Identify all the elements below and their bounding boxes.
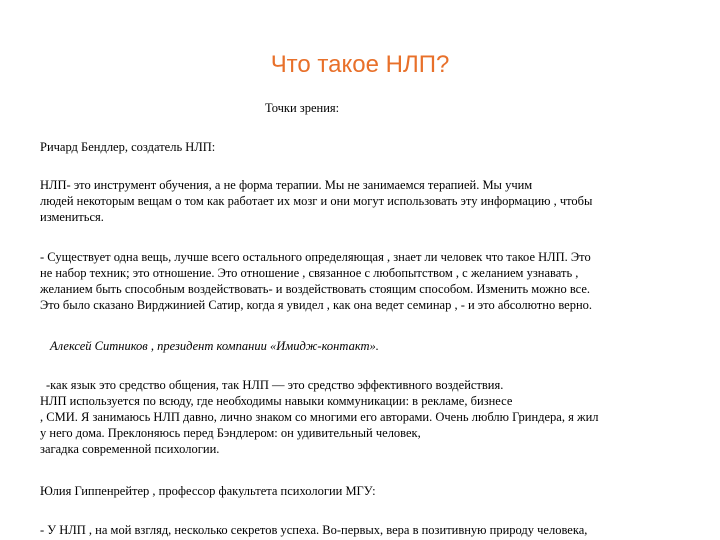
quote-sitnikov [40, 377, 680, 457]
text-line: измениться. [40, 210, 104, 224]
text-line: -как язык это средство общения, так НЛП — это средство эффективного воздействия. [46, 378, 504, 392]
quote-bandler-2 [40, 249, 680, 313]
text-line: , СМИ. Я занимаюсь НЛП давно, лично знаком со многими его авторами. Очень люблю Гриндера, я жил [40, 410, 599, 424]
text-line: людей некоторым вещам о том как работает их мозг и они могут использовать эту информацию , чтобы [40, 194, 593, 208]
text-line: загадка современной психологии. [40, 442, 220, 456]
text-line: не набор техник; это отношение. Это отношение , связанное с любопытством , с желанием узнавать , [40, 266, 579, 280]
text-line: желанием быть способным воздействовать- и воздействовать стоящим способом. Изменить можно все. [40, 282, 591, 296]
text-line: НЛП- это инструмент обучения, а не форма терапии. Мы не занимаемся терапией. Мы учим [40, 178, 533, 192]
text-line: у него дома. Преклоняюсь перед Бэндлером: он удивительный человек, [40, 426, 421, 440]
slide-subtitle: Точки зрения: [265, 101, 340, 115]
author-sitnikov: Алексей Ситников , президент компании «Имидж-контакт». [50, 339, 379, 353]
text-line: НЛП используется по всюду, где необходимы навыки коммуникации: в рекламе, бизнесе [40, 394, 513, 408]
quote-bandler-1 [40, 177, 680, 225]
author-bandler: Ричард Бендлер, создатель НЛП: [40, 140, 216, 154]
text-line: - У НЛП , на мой взгляд, несколько секретов успеха. Во-первых, вера в позитивную природу человека, [40, 523, 588, 537]
quote-gippenreiter [40, 522, 680, 538]
text-line: Это было сказано Вирджинией Сатир, когда я увидел , как она ведет семинар , - и это абсолютно верно. [40, 298, 593, 312]
author-gippenreiter: Юлия Гиппенрейтер , профессор факультета психологии МГУ: [40, 484, 376, 498]
text-line: - Существует одна вещь, лучше всего остального определяющая , знает ли человек что такое НЛП. Это [40, 250, 591, 264]
slide-title: Что такое НЛП? [270, 51, 450, 78]
